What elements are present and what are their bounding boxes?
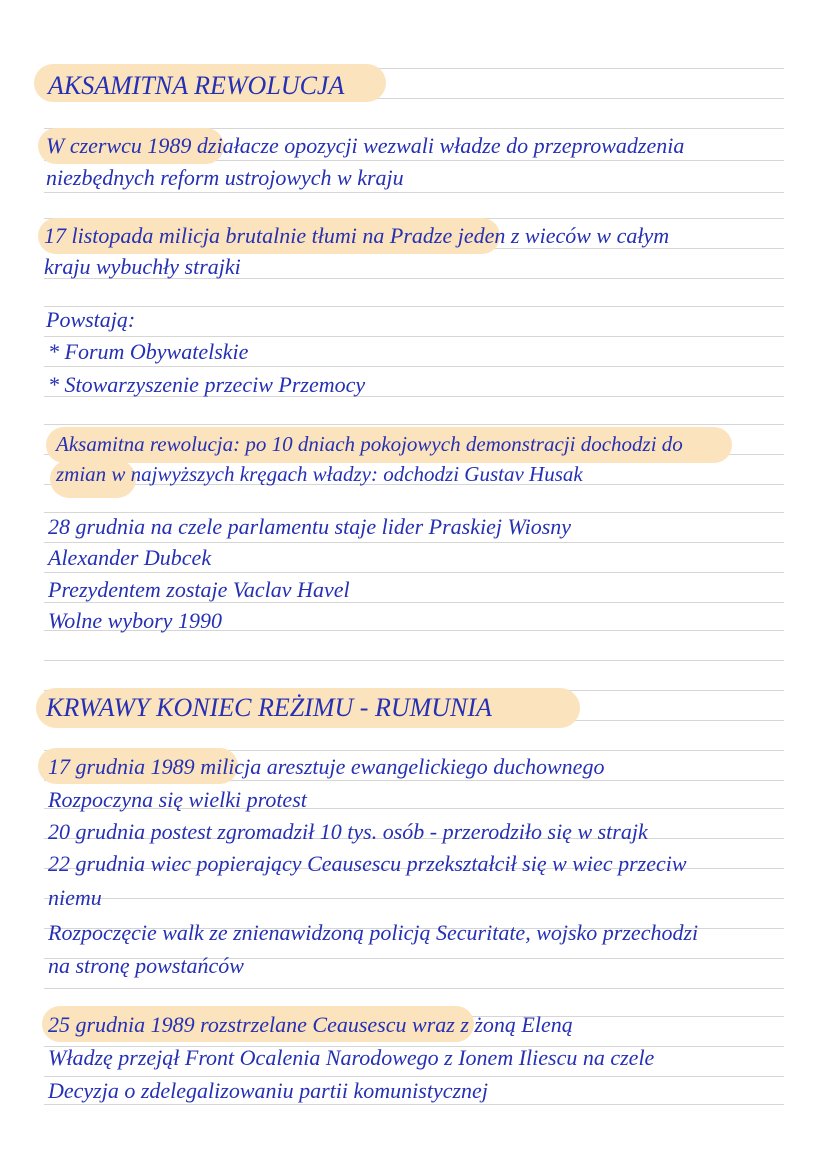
paragraph-line: 28 grudnia na czele parlamentu staje lider Praskiej Wiosny (48, 514, 572, 539)
highlighted-text: 17 listopada milicja brutalnie tłumi na Pradze (44, 223, 453, 248)
highlighted-text: W czerwcu 1989 (46, 133, 192, 158)
paragraph-line: Decyzja o zdelegalizowaniu partii komunistycznej (48, 1078, 488, 1103)
paragraph-line: niezbędnych reform ustrojowych w kraju (46, 165, 404, 190)
paragraph-line: Wolne wybory 1990 (48, 608, 222, 633)
text: milicja aresztuje ewangelickiego duchownego (194, 754, 605, 779)
highlighted-text: 25 grudnia 1989 rozstrzelane Ceausescu (48, 1012, 407, 1037)
paragraph-line: Rozpoczęcie walk ze znienawidzoną policją Securitate, wojsko przechodzi (48, 920, 699, 945)
text: jeden z wieców w całym (452, 223, 670, 248)
rule-line (44, 660, 784, 661)
highlighted-text: 17 grudnia 1989 (48, 754, 195, 779)
paragraph-line: na stronę powstańców (48, 953, 244, 978)
paragraph-line: niemu (48, 885, 102, 910)
paragraph-line: kraju wybuchły strajki (44, 254, 241, 279)
paragraph-line: Rozpoczyna się wielki protest (48, 787, 307, 812)
section-title-velvet-revolution: AKSAMITNA REWOLUCJA (48, 71, 345, 100)
paragraph-line: Władzę przejął Front Ocalenia Narodowego z Ionem Iliescu na czele (48, 1045, 655, 1070)
paragraph-line: 20 grudnia postest zgromadził 10 tys. osób - przerodziło się w strajk (48, 819, 648, 844)
text: wraz z żoną Eleną (406, 1012, 573, 1037)
paragraph-line: Prezydentem zostaje Vaclav Havel (48, 577, 350, 602)
rule-line (44, 898, 784, 899)
text: działacze opozycji wezwali władze do przeprowadzenia (191, 133, 685, 158)
rule-line (44, 424, 784, 425)
paragraph-line (48, 751, 604, 783)
list-label: Powstają: (46, 307, 136, 332)
rule-line (44, 988, 784, 989)
section-title-romania: KRWAWY KONIEC REŻIMU - RUMUNIA (46, 693, 492, 722)
rule-line (44, 306, 784, 307)
paragraph-line (44, 220, 669, 252)
list-item: * Forum Obywatelskie (48, 339, 249, 364)
paragraph-line: 22 grudnia wiec popierający Ceausescu przekształcił się w wiec przeciw (48, 851, 687, 876)
paragraph-line (46, 130, 684, 162)
paragraph-line (48, 1009, 573, 1041)
paragraph-line: Alexander Dubcek (48, 545, 212, 570)
list-item: * Stowarzyszenie przeciw Przemocy (48, 372, 366, 397)
paragraph-line: zmian w najwyższych kręgach władzy: odchodzi Gustav Husak (56, 462, 583, 486)
paragraph-line: Aksamitna rewolucja: po 10 dniach pokojowych demonstracji dochodzi do (56, 432, 683, 456)
